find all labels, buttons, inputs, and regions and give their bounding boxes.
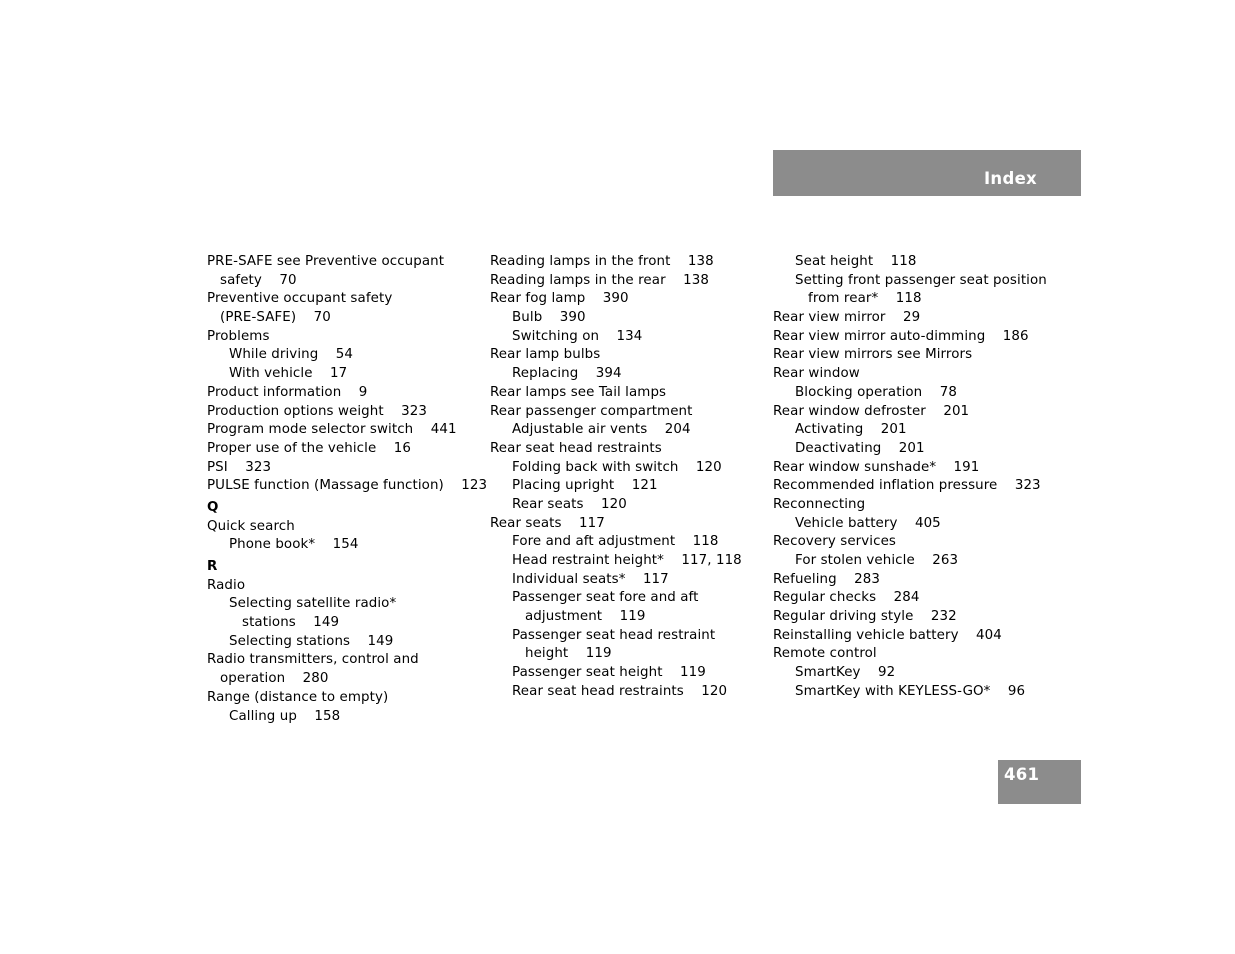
index-entry: Rear fog lamp 390	[490, 291, 629, 307]
index-subentry: Placing upright 121	[512, 478, 658, 494]
index-subentry: operation 280	[220, 671, 329, 687]
index-subentry: stations 149	[242, 615, 340, 631]
index-subentry: Vehicle battery 405	[795, 515, 941, 531]
index-subentry: Fore and aft adjustment 118	[512, 534, 719, 550]
index-subentry: safety 70	[220, 272, 297, 288]
index-subentry: Setting front passenger seat position	[795, 272, 1047, 288]
index-entry: Refueling 283	[773, 571, 880, 587]
index-entry: Reading lamps in the front 138	[490, 254, 714, 269]
index-entry: Reading lamps in the rear 138	[490, 272, 709, 288]
index-subentry: Blocking operation 78	[795, 384, 957, 400]
section-title: Index	[983, 169, 1037, 188]
index-subentry: Rear seat head restraints 120	[512, 683, 728, 699]
index-subentry: Activating 201	[795, 422, 907, 438]
index-subentry: Phone book* 154	[229, 537, 359, 553]
index-subentry: SmartKey 92	[795, 665, 896, 681]
index-subentry: Passenger seat height 119	[512, 665, 706, 681]
index-letter-heading: Q	[207, 499, 219, 515]
index-entry: Range (distance to empty)	[207, 689, 389, 705]
index-entry: Product information 9	[207, 384, 368, 400]
index-entry: Rear window	[773, 366, 860, 382]
index-entry: Recommended inflation pressure 323	[773, 478, 1041, 494]
index-entry: PRE-SAFE see Preventive occupant	[207, 254, 445, 269]
index-subentry: For stolen vehicle 263	[795, 553, 959, 568]
index-subentry: adjustment 119	[525, 609, 646, 625]
index-entry: Rear window defroster 201	[773, 403, 970, 419]
index-subentry: Passenger seat head restraint	[512, 627, 716, 643]
index-entry: Rear passenger compartment	[490, 403, 693, 419]
index-entry: Quick search	[207, 518, 295, 534]
index-entry: Radio transmitters, control and	[207, 652, 419, 668]
index-entry: Rear lamps see Tail lamps	[490, 384, 667, 400]
index-subentry: Selecting satellite radio*	[229, 596, 397, 612]
index-subentry: Individual seats* 117	[512, 571, 669, 587]
index-subentry: Selecting stations 149	[229, 633, 394, 649]
index-subentry: from rear* 118	[808, 291, 922, 307]
index-entry: Rear window sunshade* 191	[773, 459, 980, 475]
index-entry: Regular checks 284	[773, 590, 920, 606]
index-entry: Rear seat head restraints	[490, 440, 662, 456]
index-entry: Rear view mirror auto-dimming 186	[773, 328, 1029, 344]
index-subentry: With vehicle 17	[229, 366, 348, 382]
index-subentry: Deactivating 201	[795, 440, 925, 456]
index-subentry: Bulb 390	[512, 310, 586, 326]
index-subentry: Rear seats 120	[512, 496, 627, 512]
index-entry: Remote control	[773, 646, 877, 662]
index-entry: Rear view mirrors see Mirrors	[773, 347, 973, 363]
index-entry: Reinstalling vehicle battery 404	[773, 627, 1002, 643]
index-letter-heading: R	[207, 559, 218, 574]
index-subentry: Seat height 118	[795, 254, 917, 269]
index-column-3	[773, 253, 1063, 702]
index-subentry: Switching on 134	[512, 328, 643, 344]
index-subentry: (PRE-SAFE) 70	[220, 310, 331, 326]
index-subentry: SmartKey with KEYLESS-GO* 96	[795, 683, 1026, 699]
index-entry: Rear seats 117	[490, 515, 605, 531]
index-subentry: Replacing 394	[512, 366, 622, 382]
index-entry: Rear view mirror 29	[773, 310, 921, 326]
index-subentry: Head restraint height* 117, 118	[512, 553, 742, 568]
index-entry: Radio	[207, 577, 246, 593]
index-entry: Proper use of the vehicle 16	[207, 440, 411, 456]
index-entry: PSI 323	[207, 459, 272, 475]
index-entry: Regular driving style 232	[773, 609, 957, 625]
section-header-tab	[773, 150, 1081, 196]
page-number-tab	[998, 760, 1081, 804]
index-entry: Problems	[207, 328, 270, 344]
index-entry: Preventive occupant safety	[207, 291, 393, 307]
index-entry: Rear lamp bulbs	[490, 347, 601, 363]
index-subentry: Folding back with switch 120	[512, 459, 722, 475]
index-entry: PULSE function (Massage function) 123	[207, 478, 488, 494]
page-number: 461	[1004, 765, 1040, 784]
index-entry: Program mode selector switch 441	[207, 422, 457, 438]
index-subentry: height 119	[525, 646, 612, 662]
index-subentry: While driving 54	[229, 347, 353, 363]
index-entry: Recovery services	[773, 534, 896, 550]
index-column-1	[207, 253, 488, 726]
index-subentry: Passenger seat fore and aft	[512, 590, 699, 606]
index-entry: Reconnecting	[773, 496, 866, 512]
index-entry: Production options weight 323	[207, 403, 428, 419]
index-subentry: Calling up 158	[229, 708, 341, 724]
index-subentry: Adjustable air vents 204	[512, 422, 691, 438]
index-column-2	[490, 253, 765, 702]
